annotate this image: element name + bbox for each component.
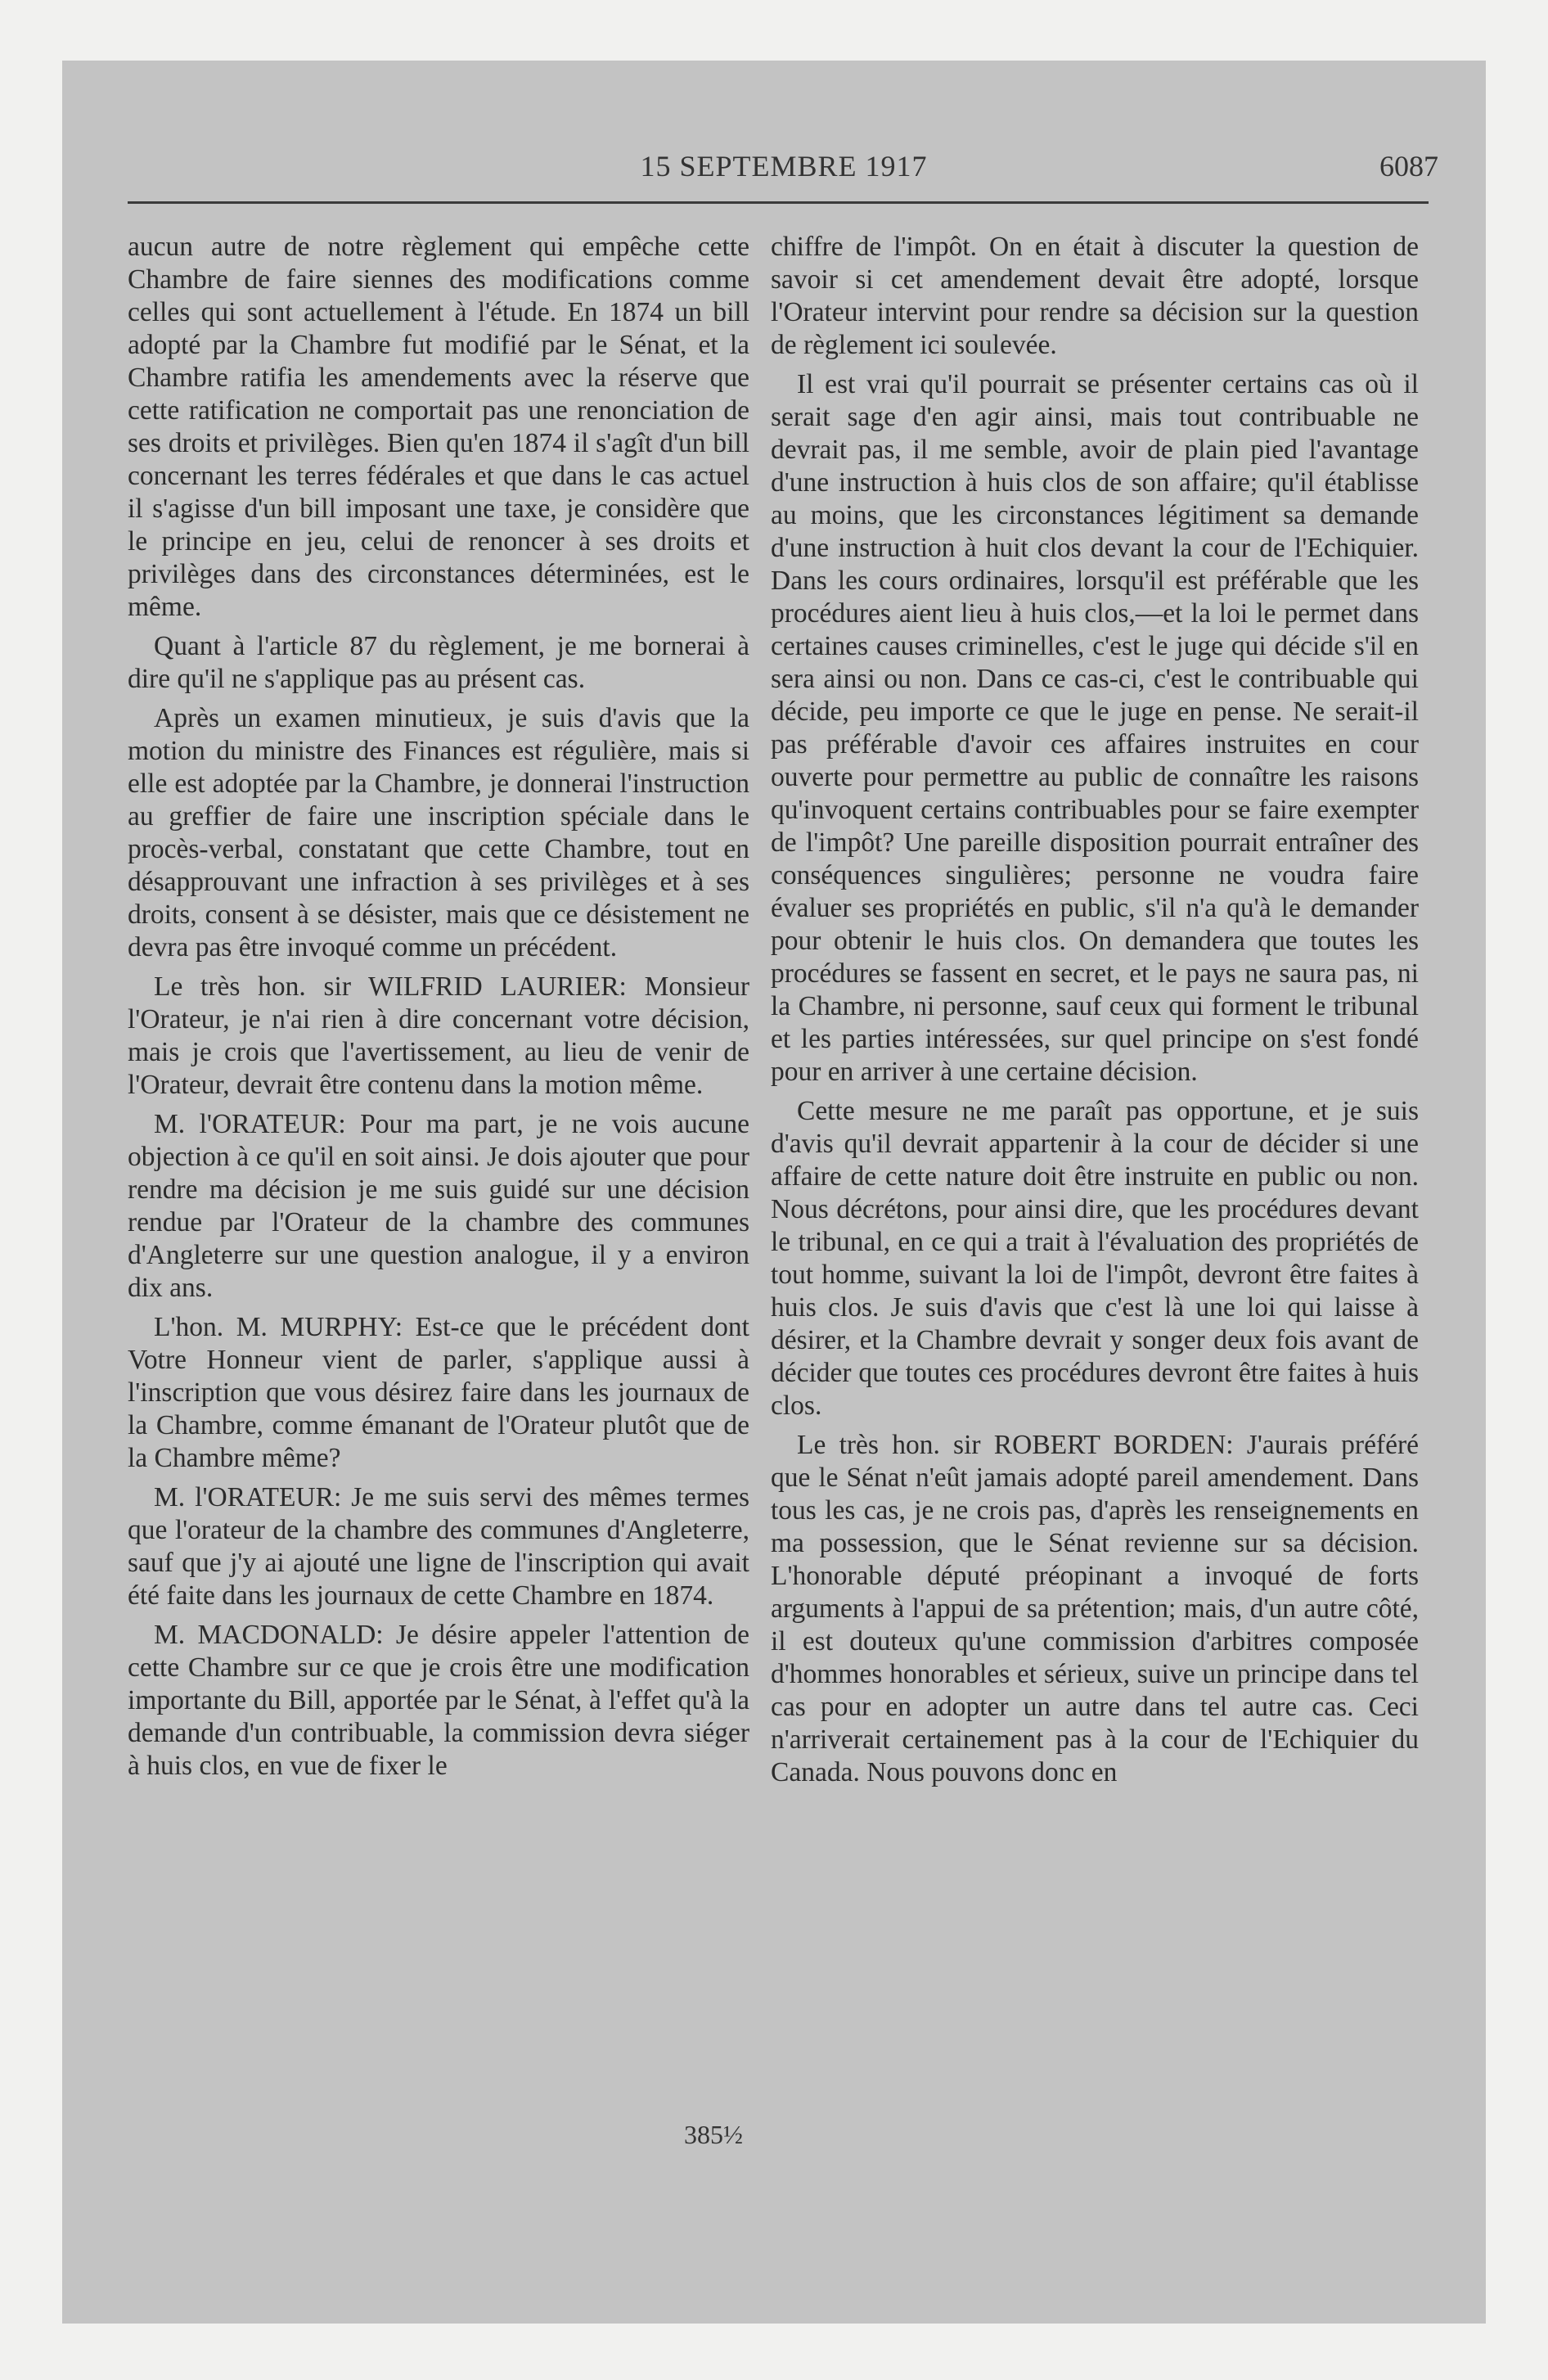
paragraph: aucun autre de notre règlement qui empêche cette Chambre de faire siennes des modifications comme celles qui sont actuellement à l'étude. En 1874 un bill adopté par la Chambre fut modifié par le Sénat, et la Chambre ratifia les amendements avec la réserve que cette ratification ne comportait pas une renonciation de ses droits et privilèges. Bien qu'en 1874 il s'agît d'un bill concernant les terres fédérales et que dans le cas actuel il s'agisse d'un bill imposant une taxe, je considère que le principe en jeu, celui de renoncer à ses droits et privilèges dans des circonstances déterminées, est le même. — [128, 232, 749, 622]
paragraph: L'hon. M. MURPHY: Est-ce que le précédent dont Votre Honneur vient de parler, s'applique aussi à l'inscription que vous désirez faire dans les journaux de la Chambre, comme émanant de l'Orateur plutôt que de la Chambre même? — [128, 1312, 749, 1473]
paragraph: Quant à l'article 87 du règlement, je me bornerai à dire qu'il ne s'applique pas au présent cas. — [128, 631, 749, 694]
paragraph: M. l'ORATEUR: Je me suis servi des mêmes termes que l'orateur de la chambre des communes d'Angleterre, sauf que j'y ai ajouté une ligne de l'inscription qui avait été faite dans les journaux de cette Chambre en 1874. — [128, 1482, 749, 1611]
paragraph: M. l'ORATEUR: Pour ma part, je ne vois aucune objection à ce qu'il en soit ainsi. Je dois ajouter que pour rendre ma décision je me suis guidé sur une décision rendue par l'Orateur de la chambre des communes d'Angleterre sur une question analogue, il y a environ dix ans. — [128, 1109, 749, 1303]
paragraph: Cette mesure ne me paraît pas opportune, et je suis d'avis qu'il devrait appartenir à la cour de décider si une affaire de cette nature doit être instruite en public ou non. Nous décrétons, pour ainsi dire, que les procédures devant le tribunal, en ce qui a trait à l'évaluation des propriétés de tout homme, suivant la loi de l'impôt, devront être faites à huis clos. Je suis d'avis que c'est là une loi qui laisse à désirer, et la Chambre devrait y songer deux fois avant de décider que toutes ces procédures devront être faites à huis clos. — [771, 1096, 1419, 1421]
left-column — [128, 231, 749, 1789]
paragraph: M. MACDONALD: Je désire appeler l'attention de cette Chambre sur ce que je crois être une modification importante du Bill, apportée par le Sénat, à l'effet qu'à la demande d'un contribuable, la commission devra siéger à huis clos, en vue de fixer le — [128, 1620, 749, 1781]
page-content — [62, 61, 1486, 2324]
paragraph: Il est vrai qu'il pourrait se présenter certains cas où il serait sage d'en agir ainsi, mais tout contribuable ne devrait pas, il me semble, avoir de plain pied l'avantage d'une instruction à huis clos de son affaire; qu'il établisse au moins, que les circonstances légitiment sa demande d'une instruction à huit clos devant la cour de l'Echiquier. Dans les cours ordinaires, lorsqu'il est préférable que les procédures aient lieu à huis clos,—et la loi le permet dans certaines causes criminelles, c'est le juge qui décide s'il en sera ainsi ou non. Dans ce cas-ci, c'est le contribuable qui décide, peu importe ce que le juge en pense. Ne serait-il pas préférable d'avoir ces affaires instruites en cour ouverte pour permettre au public de connaître les raisons qu'invoquent certains contribuables pour se faire exempter de l'impôt? Une pareille disposition pourrait entraîner des conséquences singulières; personne ne voudra faire évaluer ses propriétés en public, s'il n'a qu'à le demander pour obtenir le huis clos. On demandera que toutes les procédures se fassent en secret, et le pays ne saura pas, ni la Chambre, ni personne, sauf ceux qui forment le tribunal et les parties intéressées, sur quel principe on s'est fondé pour en arriver à une certaine décision. — [771, 369, 1419, 1087]
running-header — [129, 149, 1438, 198]
signature-mark: 385½ — [684, 2120, 743, 2149]
header-rule — [128, 201, 1429, 204]
page-number: 6087 — [1379, 150, 1438, 183]
paragraph: Après un examen minutieux, je suis d'avis que la motion du ministre des Finances est régulière, mais si elle est adoptée par la Chambre, je donnerai l'instruction au greffier de faire une inscription spéciale dans le procès-verbal, constatant que cette Chambre, tout en désapprouvant une infraction à ses privilèges et à ses droits, consent à se désister, mais que ce désistement ne devra pas être invoqué comme un précédent. — [128, 703, 749, 962]
scanned-page — [62, 61, 1486, 2324]
paragraph: Le très hon. sir WILFRID LAURIER: Monsieur l'Orateur, je n'ai rien à dire concernant votre décision, mais je crois que l'avertissement, au lieu de venir de l'Orateur, devrait être contenu dans la motion même. — [128, 971, 749, 1100]
paragraph: chiffre de l'impôt. On en était à discuter la question de savoir si cet amendement devait être adopté, lorsque l'Orateur intervint pour rendre sa décision sur la question de règlement ici soulevée. — [771, 232, 1419, 360]
right-column — [771, 231, 1419, 1796]
paragraph: Le très hon. sir ROBERT BORDEN: J'aurais préféré que le Sénat n'eût jamais adopté pareil amendement. Dans tous les cas, je ne crois pas, d'après les renseignements en ma possession, que le Sénat revienne sur sa décision. L'honorable député préopinant a invoqué de forts arguments à l'appui de sa prétention; mais, d'un autre côté, il est douteux qu'une commission d'arbitres composée d'hommes honorables et sérieux, suive un principe dans tel cas pour en adopter un autre dans tel autre cas. Ceci n'arriverait certainement pas à la cour de l'Echiquier du Canada. Nous pouvons donc en — [771, 1430, 1419, 1787]
header-date: 15 SEPTEMBRE 1917 — [640, 150, 928, 183]
